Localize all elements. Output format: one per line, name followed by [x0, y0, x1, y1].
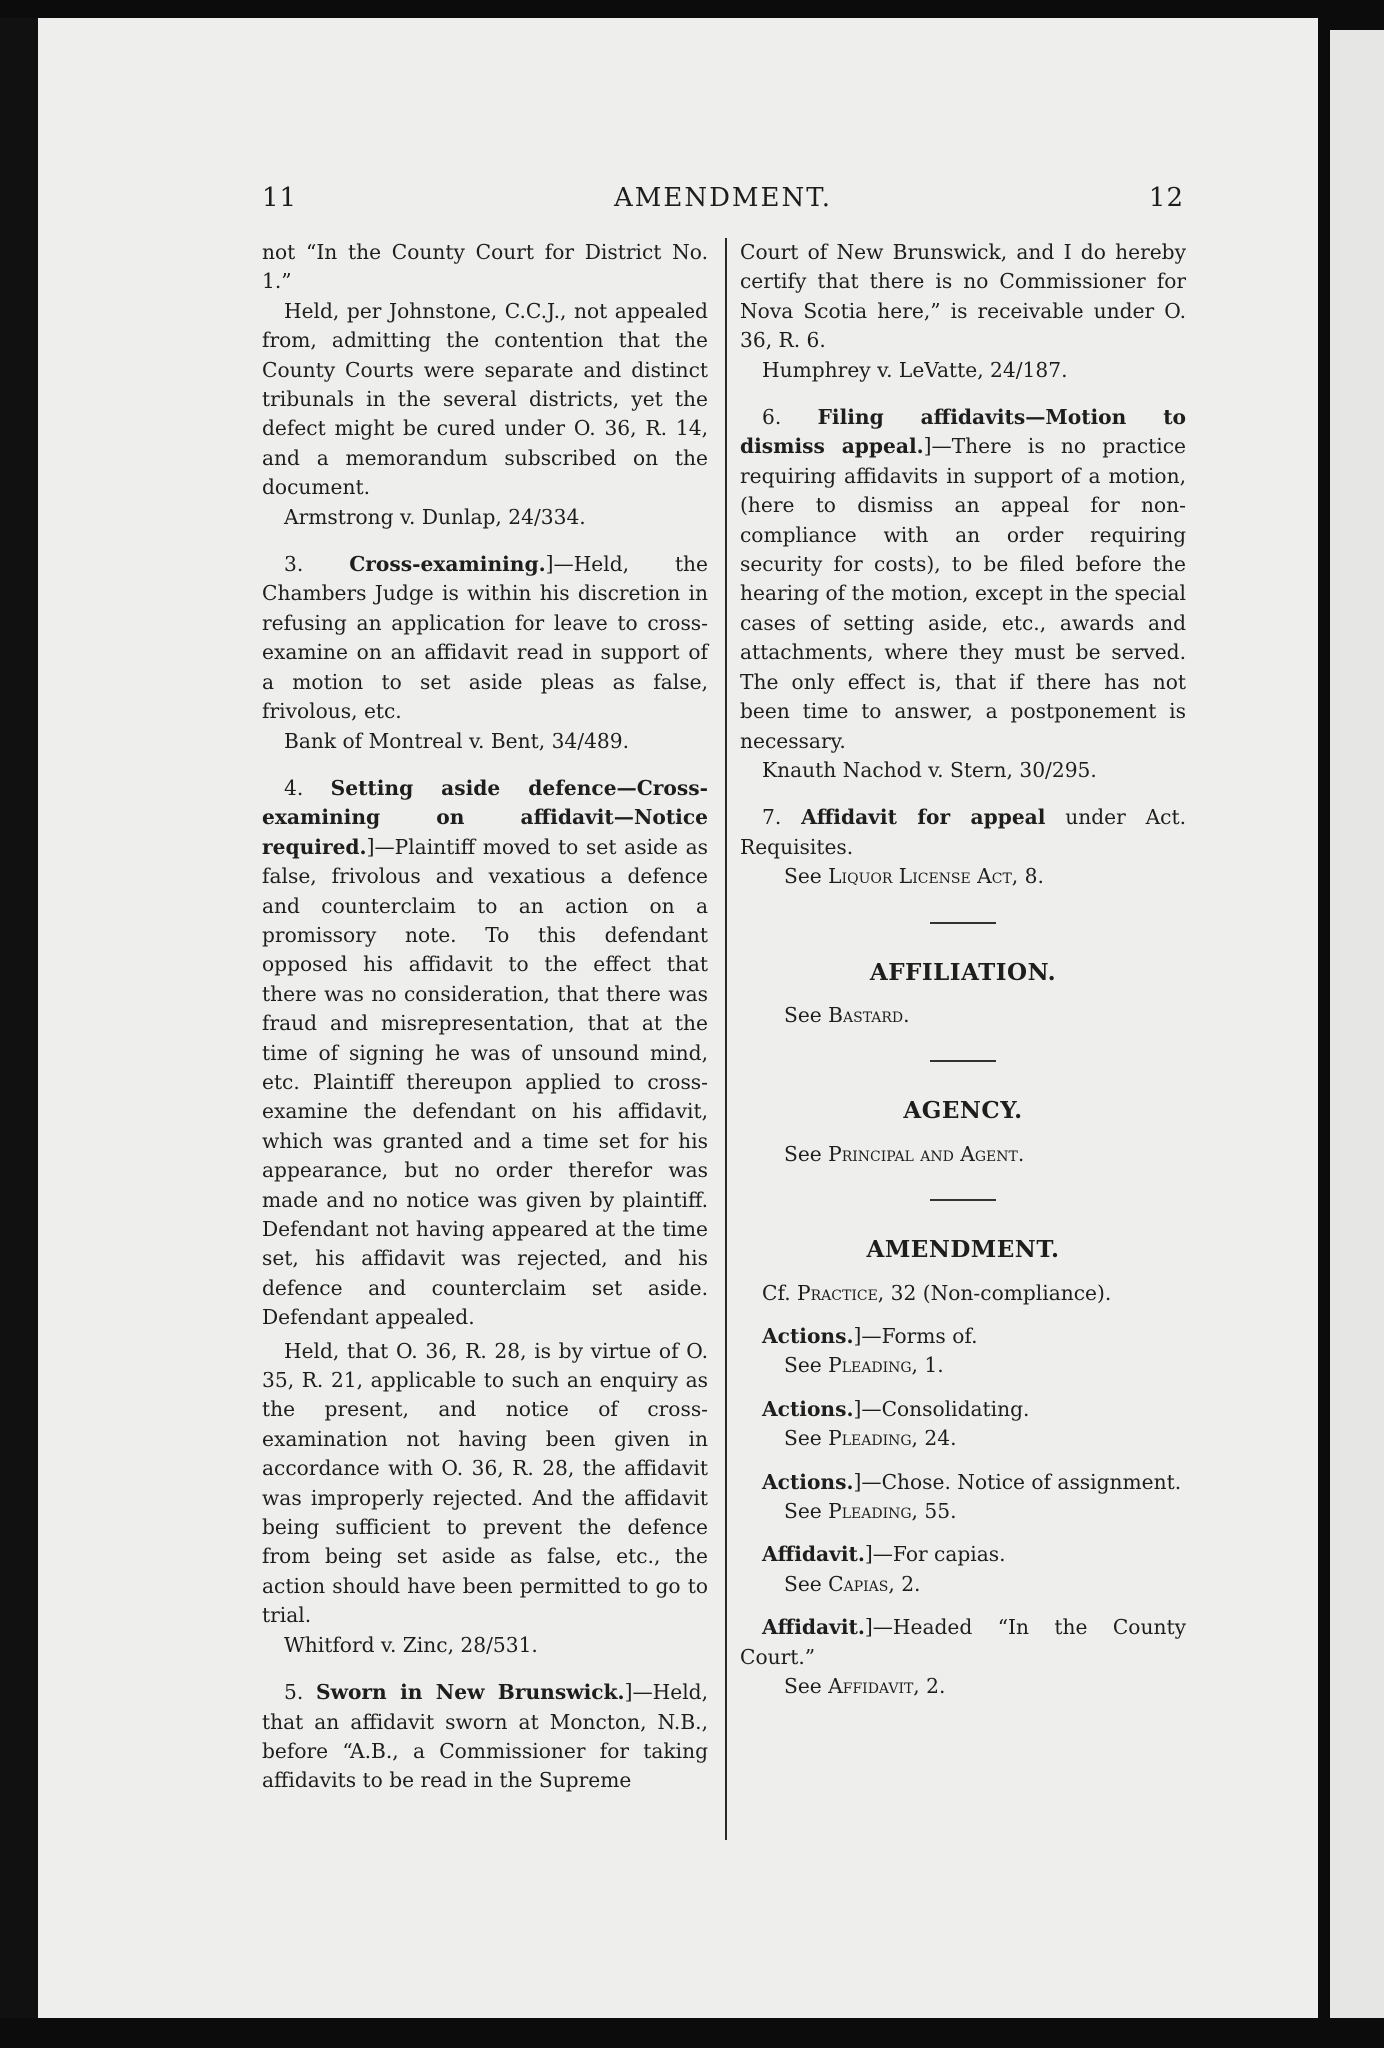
cross-reference-target: Pleading, [828, 1499, 918, 1523]
cross-reference-target: Practice, [797, 1280, 885, 1305]
section-text: ]—There is no practice requiring affidavits in support of a motion, (here to dismiss an appeal for non-compliance with an order requiring security for costs), to be filed before the hearing of the motion, except in the special cases of setting aside, etc., awards and attachments, where they must be served. The only effect is, that if there has not been time to answer, a postponement is necessary. [740, 434, 1186, 753]
section-rule [930, 922, 996, 924]
running-header [262, 183, 1184, 223]
entry-text: ]—Forms of. [853, 1323, 978, 1348]
see-label: See [784, 1426, 822, 1451]
section-5 [262, 1678, 708, 1796]
cross-reference-target: Principal and Agent. [828, 1141, 1025, 1166]
section-heading: Cross-examining. [349, 552, 546, 577]
cross-reference [740, 1140, 1186, 1169]
left-column [262, 238, 708, 1796]
scan-top-edge [0, 0, 1384, 18]
cross-reference-target: Affidavit, [828, 1674, 920, 1699]
section-heading: Filing affidavits—Motion to dismiss appeal. [740, 405, 1187, 459]
section-number: 3. [284, 552, 304, 577]
cf-label: Cf. [762, 1280, 791, 1305]
section-number: 4. [284, 775, 304, 800]
scan-bottom-edge [0, 2018, 1384, 2048]
section-text: under Act. Requisites. [740, 805, 1186, 859]
heading-affiliation: AFFILIATION. [869, 958, 1057, 986]
entry-text: ]—Headed “In the County Court.” [740, 1615, 1186, 1669]
case-citation: Knauth Nachod v. Stern, 30/295. [762, 757, 1097, 782]
entry-heading: Affidavit. [762, 1542, 865, 1567]
cross-reference-number: 2. [919, 1674, 946, 1699]
entry-heading: Actions. [762, 1396, 854, 1421]
cross-reference-number: 55. [917, 1499, 957, 1523]
cross-reference-target: Bastard. [828, 1002, 910, 1027]
index-entry [740, 1613, 1186, 1701]
entry-text: ]—Consolidating. [853, 1396, 1030, 1421]
see-label: See [784, 1499, 822, 1523]
case-citation: Whitford v. Zinc, 28/531. [284, 1632, 538, 1657]
section-heading: Sworn in New Brunswick. [316, 1680, 625, 1705]
see-label: See [784, 864, 822, 889]
heading-amendment: AMENDMENT. [866, 1236, 1060, 1264]
section-number: 7. [762, 805, 782, 830]
cross-reference-target: Pleading, [828, 1353, 918, 1378]
see-label: See [784, 1674, 822, 1699]
section-number: 5. [284, 1680, 304, 1705]
case-citation: Humphrey v. LeVatte, 24/187. [762, 357, 1068, 382]
page-number-left: 11 [262, 183, 298, 213]
held-paragraph: Held, that O. 36, R. 28, is by virtue of O. 35, R. 21, applicable to such an enquiry as the present, and notice of cross-examination not having been given in accordance with O. 36, R. 28, the affidavit was improperly rejected. And the affidavit being sufficient to prevent the defence from being set aside as false, etc., the action should have been permitted to go to trial. [262, 1338, 708, 1628]
cross-reference-number: 1. [917, 1353, 944, 1378]
column-divider [725, 238, 727, 1840]
section-number: 6. [762, 405, 782, 430]
see-label: See [784, 1353, 822, 1378]
section-text: ]—Held, that an affidavit sworn at Moncton, N.B., before “A.B., a Commissioner for taking affidavits to be read in the Supreme [262, 1680, 708, 1793]
continued-paragraph: Court of New Brunswick, and I do hereby certify that there is no Commissioner for Nova Scotia here,” is receivable under O. 36, R. 6. [740, 240, 1186, 353]
case-citation: Bank of Montreal v. Bent, 34/489. [284, 728, 630, 753]
index-entry [740, 1395, 1186, 1454]
entry-text: ]—For capias. [864, 1542, 1006, 1567]
next-page-strip [1330, 30, 1384, 2030]
cf-line [740, 1279, 1186, 1308]
running-title: AMENDMENT. [613, 183, 833, 213]
entry-heading: Actions. [762, 1469, 854, 1494]
see-label: See [784, 1002, 822, 1027]
section-4 [262, 774, 708, 1333]
section-text: ]—Plaintiff moved to set aside as false, frivolous and vexatious a defence and counterclaim to an action on a promissory note. To this defendant opposed his affidavit to the effect that there was no consideration, that there was fraud and misrepresentation, that at the time of signing he was of unsound mind, etc. Plaintiff thereupon applied to cross-examine the defendant on his affidavit, which was granted and a time set for his appearance, but no order therefor was made and no notice was given by plaintiff. Defendant not having appeared at the time set, his affidavit was rejected, and his defence and counterclaim set aside. Defendant appealed. [262, 834, 708, 1330]
cross-reference [740, 1001, 1186, 1030]
section-7 [740, 803, 1186, 862]
section-heading: Affidavit for appeal [801, 805, 1046, 830]
cross-reference-target: Liquor License Act, 8. [828, 864, 1044, 889]
see-label: See [784, 1141, 822, 1166]
case-citation: Armstrong v. Dunlap, 24/334. [284, 504, 586, 529]
section-rule [930, 1060, 996, 1062]
cross-reference-number: 2. [894, 1571, 921, 1596]
section-text: ]—Held, the Chambers Judge is within his discretion in refusing an application for leave to cross-examine on an affidavit read in support of a motion to set aside pleas as false, frivolous, etc. [262, 552, 709, 724]
cross-reference [740, 862, 1186, 891]
index-entry [740, 1540, 1186, 1599]
cross-reference-target: Pleading, [828, 1426, 918, 1451]
cf-text: 32 (Non-compliance). [884, 1280, 1112, 1305]
continued-paragraph: not “In the County Court for District No. 1.” [262, 240, 708, 294]
section-6 [740, 403, 1186, 756]
page-number-right: 12 [1148, 183, 1184, 213]
right-column [740, 238, 1186, 1701]
index-entry [740, 1322, 1186, 1381]
see-label: See [784, 1571, 822, 1596]
cross-reference-target: Capias, [828, 1571, 895, 1596]
held-paragraph: Held, per Johnstone, C.C.J., not appealed from, admitting the contention that the County Courts were separate and distinct tribunals in the several districts, yet the defect might be cured under O. 36, R. 14, and a memorandum subscribed on the document. [262, 298, 708, 500]
heading-agency: AGENCY. [903, 1097, 1023, 1125]
entry-text: ]—Chose. Notice of assignment. [853, 1469, 1182, 1494]
section-heading: Setting aside defence—Cross-examining on affidavit—Notice required. [262, 775, 709, 859]
index-entry [740, 1468, 1186, 1527]
section-rule [930, 1199, 996, 1201]
section-3 [262, 550, 708, 726]
cross-reference-number: 24. [917, 1426, 957, 1451]
entry-heading: Affidavit. [762, 1615, 865, 1640]
entry-heading: Actions. [762, 1323, 854, 1348]
